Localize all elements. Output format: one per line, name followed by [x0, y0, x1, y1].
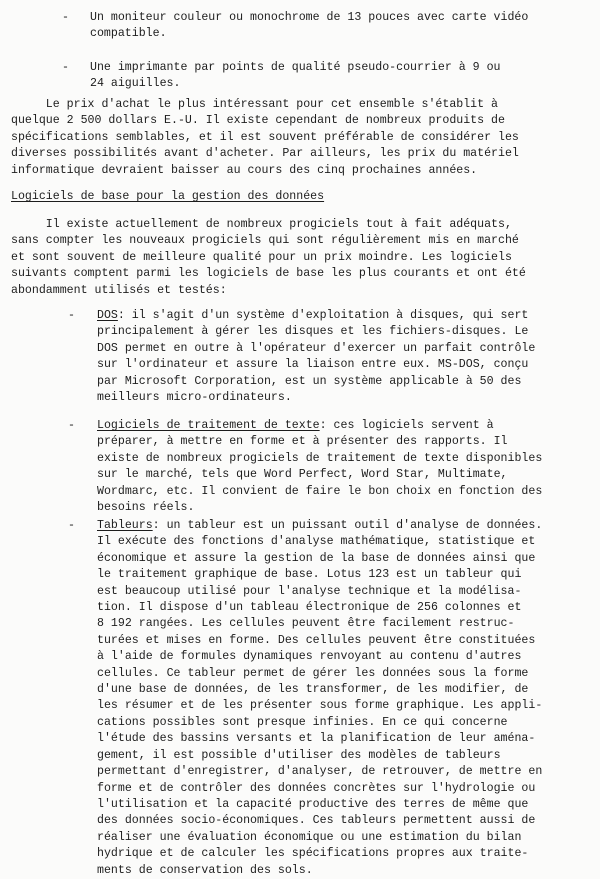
- bullet-line: besoins réels.: [97, 501, 195, 515]
- bullet-dash: -: [68, 519, 75, 532]
- paragraph-price: [11, 97, 519, 179]
- paragraph-line: Le prix d'achat le plus intéressant pour cet ensemble s'établit à: [11, 98, 499, 111]
- bullet-line: d'une base de données, de les transformer, de les modifier, de: [97, 683, 529, 697]
- bullet-line: forme et de contrôler des données concrètes sur l'hydrologie ou: [97, 781, 536, 795]
- bullet-line: sur l'ordinateur et assure la liaison entre eux. MS-DOS, conçu: [97, 358, 529, 372]
- bullet-dash: -: [62, 11, 69, 24]
- bullet-line: sur le marché, tels que Word Perfect, Word Star, Multimate,: [97, 468, 508, 482]
- bullet-line: l'étude des bassins versants et la planification de leur aména-: [97, 732, 536, 746]
- bullet-line: permettant d'enregistrer, d'analyser, de retrouver, de mettre en: [97, 765, 543, 779]
- bullet-line: Une imprimante par points de qualité pseudo-courrier à 9 ou: [90, 61, 501, 74]
- bullet-line: DOS permet en outre à l'opérateur d'exercer un parfait contrôle: [97, 341, 536, 355]
- bullet-line: le traitement graphique de base. Lotus 123 est un tableur qui: [97, 568, 522, 582]
- paragraph-line: Il existe actuellement de nombreux progiciels tout à fait adéquats,: [11, 218, 512, 231]
- term-spreadsheets: Tableurs: [97, 519, 153, 532]
- bullet-line: existe de nombreux progiciels de traitement de texte disponibles: [97, 451, 543, 465]
- paragraph-line: suivants comptent parmi les logiciels de base les plus courants et ont été: [11, 267, 526, 281]
- paragraph-line: et sont souvent de meilleure qualité pour un prix moindre. Les logiciels: [11, 250, 512, 264]
- bullet-line: 24 aiguilles.: [90, 77, 181, 91]
- bullet-line: : un tableur est un puissant outil d'analyse de données.: [152, 519, 543, 532]
- bullet-line: les résumer et de les présenter sous forme graphique. Les appli-: [97, 699, 543, 713]
- paragraph-line: abondamment utilisés et testés:: [11, 283, 227, 297]
- bullet-line: gement, il est possible d'utiliser des modèles de tableurs: [97, 748, 501, 762]
- bullet-dash: -: [68, 309, 75, 322]
- bullet-line: principalement à gérer les disques et les fichiers-disques. Le: [97, 325, 529, 339]
- bullet-item-word-processing: [68, 418, 542, 516]
- bullet-dash: -: [62, 61, 69, 74]
- bullet-line: turées et mises en forme. Des cellules peuvent être constituées: [97, 633, 536, 647]
- bullet-line: Il exécute des fonctions d'analyse mathématique, statistique et: [97, 535, 536, 549]
- bullet-line: hydrique et de calculer les spécifications propres aux traite-: [97, 847, 529, 861]
- paragraph-line: sans compter les nouveaux progiciels qui sont régulièrement mis en marché: [11, 234, 519, 248]
- bullet-line: : ces logiciels servent à: [319, 419, 494, 432]
- bullet-line: par Microsoft Corporation, est un système applicable à 50 des: [97, 374, 522, 388]
- bullet-line: est beaucoup utilisé pour l'analyse technique et la modélisa-: [97, 584, 522, 598]
- paragraph-line: diverses possibilités avant d'acheter. Par ailleurs, les prix du matériel: [11, 147, 519, 161]
- bullet-line: Un moniteur couleur ou monochrome de 13 pouces avec carte vidéo: [90, 11, 529, 24]
- paragraph-line: quelque 2 500 dollars E.-U. Il existe cependant de nombreux produits de: [11, 114, 505, 128]
- bullet-item-spreadsheets: [68, 518, 542, 879]
- bullet-line: préparer, à mettre en forme et à présenter des rapports. Il: [97, 435, 508, 449]
- bullet-line: Wordmarc, etc. Il convient de faire le bon choix en fonction des: [97, 484, 543, 498]
- bullet-line: ments de conservation des sols.: [97, 863, 313, 877]
- paragraph-line: spécifications semblables, et il est souvent préférable de considérer les: [11, 130, 519, 144]
- bullet-item-monitor: [62, 10, 528, 43]
- bullet-line: économique et assure la gestion de la base de données ainsi que: [97, 551, 536, 565]
- bullet-item-dos: [68, 308, 535, 406]
- bullet-line: cations possibles sont presque infinies. En ce qui concerne: [97, 715, 508, 729]
- bullet-line: des données socio-économiques. Ces tableurs permettent aussi de: [97, 814, 536, 828]
- bullet-line: l'utilisation et la capacité productive des terres de même que: [97, 797, 529, 811]
- bullet-dash: -: [68, 419, 75, 432]
- heading-text: Logiciels de base pour la gestion des données: [11, 190, 325, 203]
- bullet-line: meilleurs micro-ordinateurs.: [97, 391, 292, 405]
- bullet-line: tion. Il dispose d'un tableau électronique de 256 colonnes et: [97, 601, 522, 615]
- paragraph-software: [11, 217, 526, 299]
- bullet-line: : il s'agit d'un système d'exploitation à disques, qui sert: [117, 309, 529, 322]
- paragraph-line: informatique devraient baisser au cours des cinq prochaines années.: [11, 163, 478, 177]
- bullet-item-printer: [62, 60, 501, 93]
- bullet-line: cellules. Ce tableur permet de gérer les données sous la forme: [97, 666, 529, 680]
- term-dos: DOS: [97, 309, 118, 322]
- section-heading: [11, 189, 324, 205]
- bullet-line: 8 192 rangées. Les cellules peuvent être facilement restruc-: [97, 617, 515, 631]
- bullet-line: compatible.: [90, 27, 167, 41]
- bullet-line: réaliser une évaluation économique ou une estimation du bilan: [97, 830, 522, 844]
- term-word-processing: Logiciels de traitement de texte: [97, 419, 320, 432]
- bullet-line: à l'aide de formules dynamiques renvoyant au contenu d'autres: [97, 650, 522, 664]
